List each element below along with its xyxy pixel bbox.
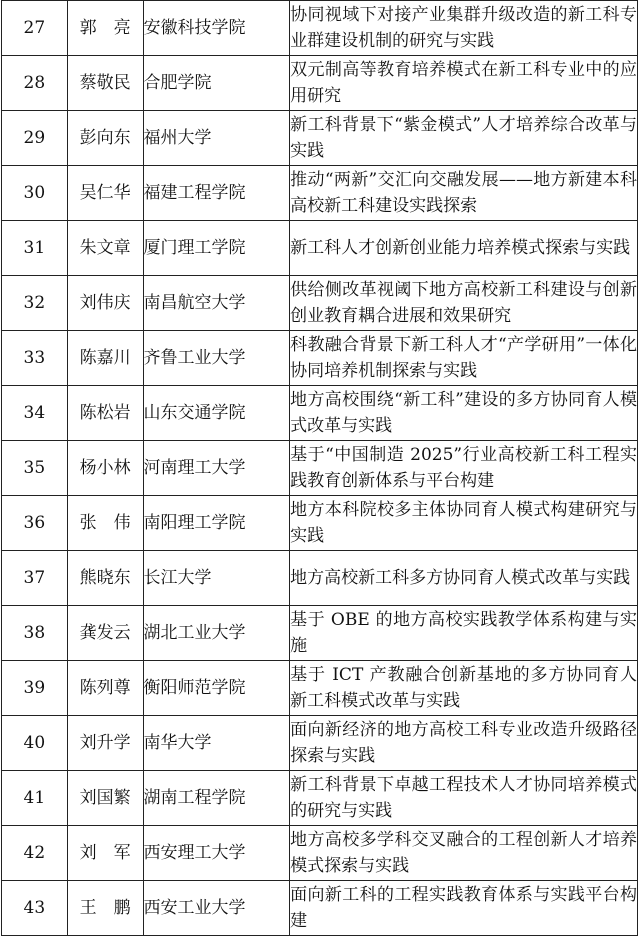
school-name: 南昌航空大学	[143, 276, 290, 331]
row-number: 43	[2, 881, 68, 936]
project-title: 科教融合背景下新工科人才“产学研用”一体化协同培养机制探索与实践	[290, 331, 638, 386]
project-table	[1, 0, 638, 936]
project-title: 地方本科院校多主体协同育人模式构建研究与实践	[290, 496, 638, 551]
table-row	[2, 551, 638, 606]
leader-name: 彭向东	[67, 111, 143, 166]
school-name: 厦门理工学院	[143, 221, 290, 276]
project-title: 基于 ICT 产教融合创新基地的多方协同育人新工科模式改革与实践	[290, 661, 638, 716]
leader-name: 龚发云	[67, 606, 143, 661]
school-name: 西安工业大学	[143, 881, 290, 936]
row-number: 33	[2, 331, 68, 386]
row-number: 38	[2, 606, 68, 661]
leader-name: 刘国繁	[67, 771, 143, 826]
table-row	[2, 276, 638, 331]
row-number: 42	[2, 826, 68, 881]
school-name: 福建工程学院	[143, 166, 290, 221]
project-title: 面向新工科的工程实践教育体系与实践平台构建	[290, 881, 638, 936]
leader-name: 吴仁华	[67, 166, 143, 221]
school-name: 衡阳师范学院	[143, 661, 290, 716]
leader-name: 刘 军	[67, 826, 143, 881]
row-number: 36	[2, 496, 68, 551]
table-row	[2, 331, 638, 386]
leader-name: 朱文章	[67, 221, 143, 276]
project-title: 地方高校新工科多方协同育人模式改革与实践	[290, 551, 638, 606]
school-name: 安徽科技学院	[143, 1, 290, 56]
project-title: 地方高校多学科交叉融合的工程创新人才培养模式探索与实践	[290, 826, 638, 881]
row-number: 35	[2, 441, 68, 496]
leader-name: 陈嘉川	[67, 331, 143, 386]
row-number: 41	[2, 771, 68, 826]
school-name: 南阳理工学院	[143, 496, 290, 551]
table-row	[2, 1, 638, 56]
project-table-body	[2, 1, 638, 936]
school-name: 湖北工业大学	[143, 606, 290, 661]
table-row	[2, 661, 638, 716]
table-row	[2, 111, 638, 166]
school-name: 山东交通学院	[143, 386, 290, 441]
school-name: 西安理工大学	[143, 826, 290, 881]
project-title: 新工科背景下卓越工程技术人才协同培养模式的研究与实践	[290, 771, 638, 826]
school-name: 福州大学	[143, 111, 290, 166]
row-number: 27	[2, 1, 68, 56]
school-name: 合肥学院	[143, 56, 290, 111]
table-row	[2, 496, 638, 551]
leader-name: 刘升学	[67, 716, 143, 771]
project-title: 协同视域下对接产业集群升级改造的新工科专业群建设机制的研究与实践	[290, 1, 638, 56]
table-row	[2, 56, 638, 111]
row-number: 32	[2, 276, 68, 331]
row-number: 29	[2, 111, 68, 166]
school-name: 湖南工程学院	[143, 771, 290, 826]
leader-name: 刘伟庆	[67, 276, 143, 331]
row-number: 34	[2, 386, 68, 441]
leader-name: 杨小林	[67, 441, 143, 496]
school-name: 河南理工大学	[143, 441, 290, 496]
table-row	[2, 826, 638, 881]
project-title: 新工科背景下“紫金模式”人才培养综合改革与实践	[290, 111, 638, 166]
leader-name: 陈列尊	[67, 661, 143, 716]
table-row	[2, 166, 638, 221]
project-title: 新工科人才创新创业能力培养模式探索与实践	[290, 221, 638, 276]
table-row	[2, 441, 638, 496]
project-title: 推动“两新”交汇向交融发展——地方新建本科高校新工科建设实践探索	[290, 166, 638, 221]
table-row	[2, 716, 638, 771]
row-number: 28	[2, 56, 68, 111]
project-title: 双元制高等教育培养模式在新工科专业中的应用研究	[290, 56, 638, 111]
leader-name: 陈松岩	[67, 386, 143, 441]
table-row	[2, 771, 638, 826]
leader-name: 蔡敬民	[67, 56, 143, 111]
project-title: 面向新经济的地方高校工科专业改造升级路径探索与实践	[290, 716, 638, 771]
row-number: 40	[2, 716, 68, 771]
leader-name: 郭 亮	[67, 1, 143, 56]
leader-name: 熊晓东	[67, 551, 143, 606]
project-title: 基于“中国制造 2025”行业高校新工科工程实践教育创新体系与平台构建	[290, 441, 638, 496]
row-number: 30	[2, 166, 68, 221]
school-name: 齐鲁工业大学	[143, 331, 290, 386]
table-row	[2, 881, 638, 936]
leader-name: 张 伟	[67, 496, 143, 551]
row-number: 37	[2, 551, 68, 606]
table-row	[2, 606, 638, 661]
row-number: 31	[2, 221, 68, 276]
school-name: 长江大学	[143, 551, 290, 606]
leader-name: 王 鹏	[67, 881, 143, 936]
project-title: 基于 OBE 的地方高校实践教学体系构建与实施	[290, 606, 638, 661]
table-row	[2, 221, 638, 276]
project-title: 供给侧改革视阈下地方高校新工科建设与创新创业教育耦合进展和效果研究	[290, 276, 638, 331]
table-row	[2, 386, 638, 441]
row-number: 39	[2, 661, 68, 716]
school-name: 南华大学	[143, 716, 290, 771]
project-title: 地方高校围绕“新工科”建设的多方协同育人模式改革与实践	[290, 386, 638, 441]
